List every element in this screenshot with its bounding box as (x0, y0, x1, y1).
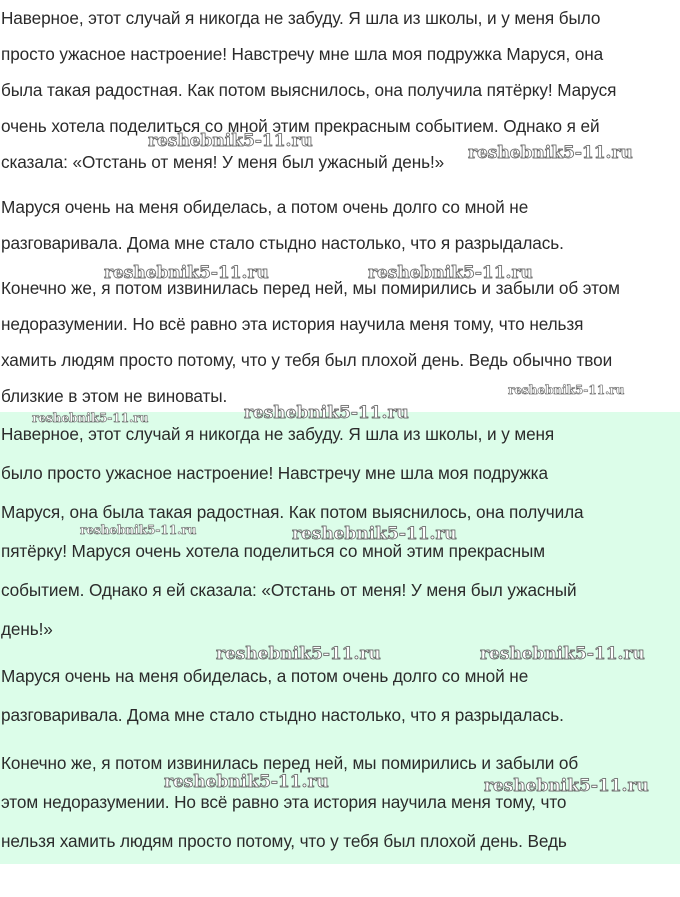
paragraph-line: этом недоразумении. Но всё равно эта история научила меня тому, что (1, 792, 567, 812)
paragraph-line: разговаривала. Дома мне стало стыдно настолько, что я разрыдалась. (1, 233, 564, 253)
watermark: reshebnik5-11.ru (244, 403, 409, 423)
paragraph-line: пятёрку! Маруся очень хотела поделиться со мной этим прекрасным (1, 541, 545, 561)
paragraph-line: разговаривала. Дома мне стало стыдно настолько, что я разрыдалась. (1, 705, 564, 725)
watermark: reshebnik5-11.ru (292, 524, 457, 544)
paragraph-line: Маруся, она была такая радостная. Как потом выяснилось, она получила (1, 502, 584, 522)
paragraph-line: Конечно же, я потом извинилась перед ней, мы помирились и забыли об этом (1, 278, 620, 298)
paragraph-line: день!» (1, 619, 53, 639)
paragraph-line: просто ужасное настроение! Навстречу мне шла моя подружка Маруся, она (1, 44, 604, 64)
paragraph-line: Конечно же, я потом извинилась перед ней, мы помирились и забыли об (1, 753, 579, 773)
watermark: reshebnik5-11.ru (216, 644, 381, 664)
paragraph-line: Наверное, этот случай я никогда не забуду. Я шла из школы, и у меня (1, 424, 555, 444)
paragraph-line: близкие в этом не виноваты. (1, 386, 228, 406)
paragraph-line: нельзя хамить людям просто потому, что у тебя был плохой день. Ведь (1, 831, 567, 851)
paragraph-line: Маруся очень на меня обиделась, а потом очень долго со мной не (1, 197, 529, 217)
paragraph-line: Наверное, этот случай я никогда не забуду. Я шла из школы, и у меня было (1, 8, 601, 28)
watermark: reshebnik5-11.ru (480, 644, 645, 664)
paragraph-line: сказала: «Отстань от меня! У меня был ужасный день!» (1, 152, 445, 172)
paragraph-line: Маруся очень на меня обиделась, а потом очень долго со мной не (1, 666, 529, 686)
text-block-highlighted (0, 412, 680, 864)
watermark: reshebnik5-11.ru (80, 523, 197, 537)
watermark: reshebnik5-11.ru (164, 772, 329, 792)
text-block-original (0, 0, 680, 412)
watermark: reshebnik5-11.ru (484, 776, 649, 796)
paragraph-line: хамить людям просто потому, что у тебя был плохой день. Ведь обычно твои (1, 350, 613, 370)
paragraph-line: было просто ужасное настроение! Навстречу мне шла моя подружка (1, 463, 548, 483)
paragraph-line: событием. Однако я ей сказала: «Отстань от меня! У меня был ужасный (1, 580, 577, 600)
paragraph-line: недоразумении. Но всё равно эта история научила меня тому, что нельзя (1, 314, 584, 334)
paragraph-line: очень хотела поделиться со мной этим прекрасным событием. Однако я ей (1, 116, 600, 136)
watermark: reshebnik5-11.ru (104, 263, 269, 283)
watermark: reshebnik5-11.ru (468, 143, 633, 163)
watermark: reshebnik5-11.ru (368, 263, 533, 283)
watermark: reshebnik5-11.ru (508, 383, 625, 397)
watermark: reshebnik5-11.ru (32, 411, 149, 425)
watermark: reshebnik5-11.ru (148, 131, 313, 151)
paragraph-line: была такая радостная. Как потом выяснилось, она получила пятёрку! Маруся (1, 80, 617, 100)
